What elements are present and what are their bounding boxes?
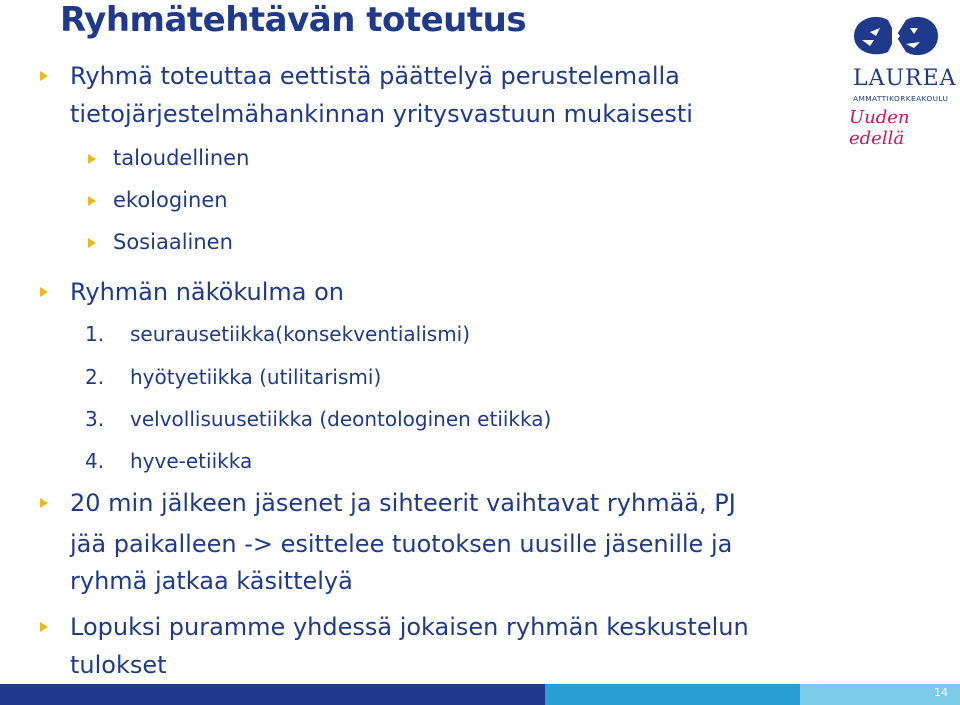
numbered-item-3-text: velvollisuusetiikka (deontologinen etiikka) [130, 407, 552, 431]
sub-bullet-marker [88, 154, 96, 164]
bullet-3-line-1: 20 min jälkeen jäsenet ja sihteerit vaihtavat ryhmää, PJ [70, 489, 736, 517]
bullet-marker [40, 622, 48, 632]
slide-title: Ryhmätehtävän toteutus [60, 0, 527, 40]
numbered-item-4-number: 4. [85, 449, 105, 473]
bullet-marker [40, 71, 48, 81]
bullet-marker [40, 498, 48, 508]
sub-bullet-marker [88, 238, 96, 248]
sub-bullet-marker [88, 196, 96, 206]
logo-subtitle: AMMATTIKORKEAKOULU [853, 94, 949, 103]
numbered-item-2-number: 2. [85, 365, 105, 389]
footer-bar-mid-segment [545, 684, 800, 705]
page-number: 14 [934, 686, 948, 699]
sub-bullet-1: taloudellinen [113, 146, 250, 170]
bullet-1-line-2: tietojärjestelmähankinnan yritysvastuun mukaisesti [70, 100, 693, 128]
bullet-3-line-3: ryhmä jatkaa käsittelyä [70, 567, 353, 595]
bullet-marker [40, 287, 48, 297]
bullet-3-line-2: jää paikalleen -> esittelee tuotoksen uusille jäsenille ja [70, 530, 733, 558]
numbered-item-2-text: hyötyetiikka (utilitarismi) [130, 365, 382, 389]
numbered-item-1-text: seurausetiikka(konsekventialismi) [130, 322, 471, 346]
bullet-4-line-1: Lopuksi puramme yhdessä jokaisen ryhmän keskustelun [70, 613, 749, 641]
footer-bar-dark-segment [0, 684, 545, 705]
numbered-item-1-number: 1. [85, 322, 105, 346]
numbered-item-4-text: hyve-etiikka [130, 449, 253, 473]
footer-bar [0, 684, 960, 705]
bullet-1-line-1: Ryhmä toteuttaa eettistä päättelyä perustelemalla [70, 62, 680, 90]
logo-name: LAUREA [853, 66, 957, 91]
sub-bullet-3: Sosiaalinen [113, 230, 233, 254]
sub-bullet-2: ekologinen [113, 188, 228, 212]
logo-slogan: Uuden edellä [849, 107, 910, 149]
bullet-2-text: Ryhmän näkökulma on [70, 278, 344, 306]
numbered-item-3-number: 3. [85, 407, 105, 431]
bullet-4-line-2: tulokset [70, 651, 167, 679]
